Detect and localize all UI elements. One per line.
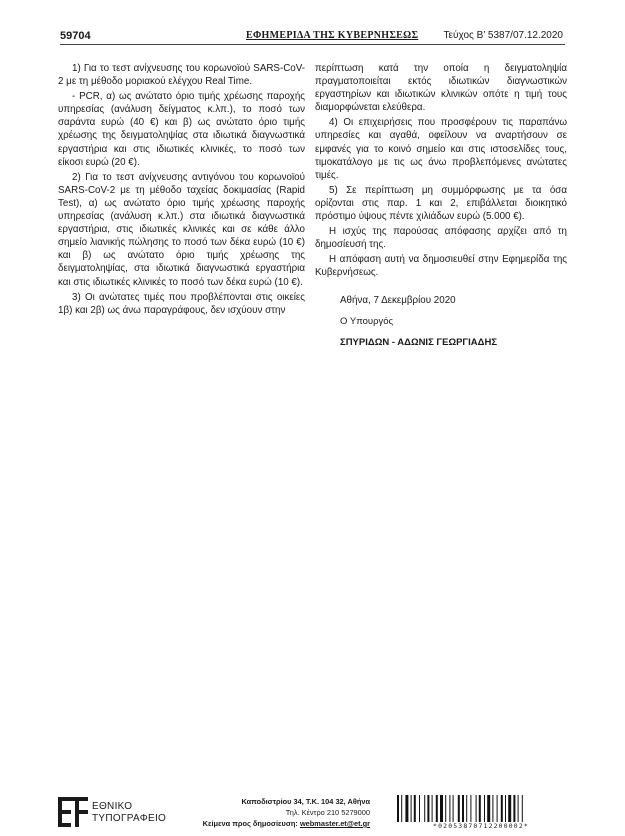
barcode-bar	[487, 795, 490, 822]
barcode-bar	[427, 795, 429, 822]
barcode-bar	[501, 795, 503, 822]
barcode-bar	[419, 795, 420, 822]
gazette-title: ΕΦΗΜΕΡΙΔΑ ΤΗΣ ΚΥΒΕΡΝΗΣΕΩΣ	[246, 30, 419, 41]
footer-email-row	[203, 818, 370, 829]
barcode-bar	[424, 795, 425, 822]
footer-email-label: Κείμενα προς δημοσίευση:	[202, 819, 298, 828]
barcode-bar	[497, 795, 498, 822]
signature-title: Ο Υπουργός	[340, 315, 394, 327]
barcode-bar	[458, 795, 460, 822]
signature-place-date: Αθήνα, 7 Δεκεμβρίου 2020	[340, 294, 456, 306]
barcode-bar	[508, 795, 511, 822]
barcode-bar	[411, 795, 412, 822]
footer-contact	[203, 796, 370, 829]
barcode-bar	[401, 795, 402, 822]
issue-reference: Τεύχος Β’ 5387/07.12.2020	[443, 30, 563, 41]
barcode-bar	[479, 795, 481, 822]
logo-line-2: ΤΥΠΟΓΡΑΦΕΙΟ	[92, 813, 167, 824]
barcode-bar	[470, 795, 471, 822]
logo-line-1: ΕΘΝΙΚΟ	[92, 801, 133, 812]
signature-name: ΣΠΥΡΙΔΩΝ - ΑΔΩΝΙΣ ΓΕΩΡΓΙΑΔΗΣ	[340, 336, 498, 348]
barcode-bar	[484, 795, 485, 822]
barcode	[395, 795, 567, 835]
barcode-bar	[445, 795, 446, 822]
barcode-bar	[466, 795, 467, 822]
publication-clause: Η απόφαση αυτή να δημοσιευθεί στην Εφημερίδα της Κυβερνήσεως.	[315, 254, 567, 279]
left-column	[58, 62, 305, 319]
paragraph-2: 2) Για το τεστ ανίχνευσης αντιγόνου του κορωνοϊού SARS-CoV-2 με τη μέθοδο ταχείας δοκιμασίας (Rapid Test), α) ως ανώτατο όριο τιμής χρέωσης παροχής υπηρεσίας (ανάλυση κ.λπ.) στα ιδιωτικά διαγνωστικά εργαστήρια, στις ιδιωτικές κλινικές και σε κάθε άλλο σημείο λιανικής πώλησης το ποσό των δέκα ευρώ (10 €) και β) ως ανώτατο όριο τιμής χρέωσης της δειγματοληψίας, στα ιδιωτικά διαγνωστικά εργαστήρια και στις ιδιωτικές κλινικές το ποσό των δέκα ευρώ (10 €).	[58, 171, 305, 288]
barcode-bar	[436, 795, 438, 822]
et-logo-icon	[58, 797, 88, 827]
logo-text	[92, 801, 166, 825]
barcode-bar	[518, 795, 519, 822]
barcode-bar	[513, 795, 515, 822]
barcode-bar	[492, 795, 493, 822]
footer-email-link[interactable]: webmaster.et@et.gr	[299, 819, 370, 828]
paragraph-5: 5) Σε περίπτωση μη συμμόρφωσης με τα όσα ορίζονται στις παρ. 1 και 2, επιβάλλεται διοικητικό πρόστιμο ύψους πέντε χιλιάδων ευρώ (5.000 €).	[315, 184, 567, 223]
national-printing-office-logo	[58, 797, 167, 831]
paragraph-1-detail: - PCR, α) ως ανώτατο όριο τιμής χρέωσης παροχής υπηρεσίας (ανάλυση δείγματος κ.λπ.), το ποσό των σαράντα ευρώ (40 €) και β) ως ανώτατο όριο τιμής χρέωσης της δειγματοληψίας στα ιδιωτικά διαγνωστικά εργαστήρια και στις ιδιωτικές κλινικές, το ποσό των είκοσι ευρώ (20 €).	[58, 91, 305, 168]
footer-address: Καποδιστρίου 34, Τ.Κ. 104 32, Αθήνα	[241, 797, 370, 806]
barcode-digits: *02053870712200002*	[433, 822, 529, 830]
barcode-bars	[395, 795, 567, 822]
paragraph-4: 4) Οι επιχειρήσεις που προσφέρουν τις παραπάνω υπηρεσίες και αγαθά, οφείλουν να αναρτήσουν σε εμφανές για το κοινό σημείο και στις ιστοσελίδες τους, τιμοκατάλογο με τις ως άνω προβλεπόμενες ανώτατες τιμές.	[315, 117, 567, 181]
paragraph-3-continued: περίπτωση κατά την οποία η δειγματοληψία πραγματοποιείται εκτός ιδιωτικών διαγνωστικών εργαστηρίων και ιδιωτικών κλινικών οπότε η τιμή τους διαμορφώνεται ελεύθερα.	[315, 63, 567, 114]
effective-date-clause: Η ισχύς της παρούσας απόφασης αρχίζει από τη δημοσίευσή της.	[315, 226, 567, 251]
paragraph-3-start: 3) Οι ανώτατες τιμές που προβλέπονται στις οικείες 1β) και 2β) ως άνω παραγράφους, δεν ισχύουν στην	[58, 291, 305, 316]
right-column	[315, 62, 567, 349]
page-number: 59704	[60, 30, 91, 42]
barcode-bar	[449, 795, 450, 822]
barcode-bar	[414, 795, 416, 822]
barcode-bar	[462, 795, 464, 822]
barcode-bar	[397, 795, 399, 822]
barcode-bar	[522, 795, 523, 822]
header-divider	[60, 44, 565, 45]
barcode-bar	[476, 795, 477, 822]
barcode-bar	[405, 795, 408, 822]
footer-phone: Τηλ. Κέντρο 210 5279000	[285, 808, 370, 817]
barcode-bar	[453, 795, 454, 822]
barcode-bar	[432, 795, 433, 822]
barcode-bar	[440, 795, 443, 822]
paragraph-1: 1) Για το τεστ ανίχνευσης του κορωνοϊού SARS-CoV-2 με τη μέθοδο μοριακού ελέγχου Real Time.	[58, 63, 305, 88]
barcode-bar	[505, 795, 506, 822]
